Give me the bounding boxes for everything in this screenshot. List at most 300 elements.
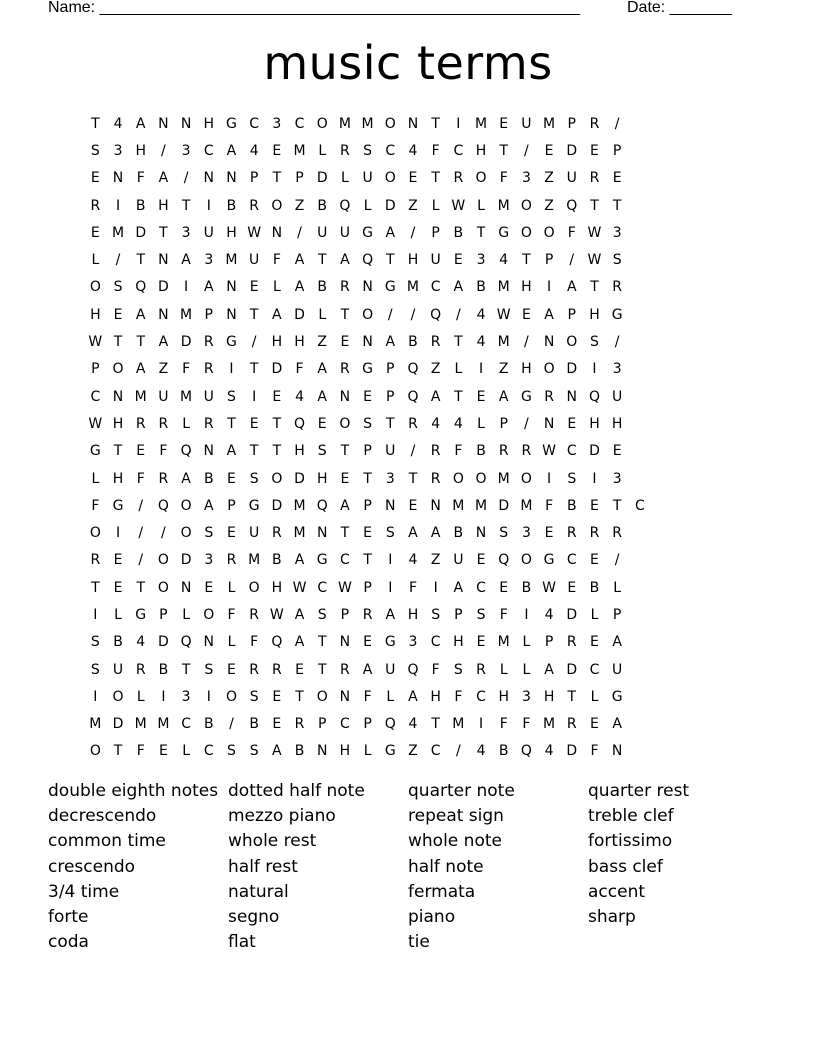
grid-letter: N [316, 525, 328, 542]
grid-letter: W [88, 334, 103, 351]
grid-letter: Z [544, 170, 554, 187]
grid-letter: Q [316, 497, 328, 514]
grid-letter: R [408, 415, 418, 432]
word-list-item: 3/4 time [48, 881, 120, 902]
grid-letter: Q [180, 443, 192, 460]
grid-letter: C [453, 142, 464, 159]
grid-letter: L [318, 142, 327, 159]
word-list-item: fermata [408, 881, 476, 902]
grid-letter: A [158, 170, 169, 187]
grid-letter: H [112, 470, 124, 487]
grid-letter: Q [407, 388, 419, 405]
grid-letter: 4 [249, 142, 259, 159]
grid-letter: T [272, 443, 282, 460]
grid-letter: Q [157, 497, 169, 514]
grid-letter: P [363, 716, 372, 733]
grid-letter: B [158, 661, 169, 678]
grid-letter: O [339, 415, 351, 432]
grid-letter: A [544, 306, 554, 323]
grid-letter: H [112, 415, 124, 432]
grid-letter: G [384, 279, 396, 296]
grid-letter: Z [294, 197, 305, 214]
grid-letter: W [88, 415, 103, 432]
grid-letter: M [338, 115, 351, 132]
grid-letter: H [498, 688, 509, 705]
grid-letter: Q [407, 361, 419, 378]
grid-letter: T [386, 252, 395, 269]
grid-letter: U [339, 224, 351, 241]
grid-letter: E [272, 142, 282, 159]
grid-letter: F [408, 579, 417, 596]
grid-letter: T [227, 415, 236, 432]
grid-letter: E [590, 634, 599, 651]
grid-letter: Q [430, 306, 442, 323]
grid-letter: O [271, 197, 283, 214]
grid-letter: C [476, 688, 486, 705]
grid-letter: Q [566, 197, 578, 214]
grid-letter: R [271, 661, 282, 678]
grid-letter: O [543, 224, 555, 241]
grid-letter: I [433, 579, 438, 596]
grid-letter: L [91, 252, 100, 269]
grid-letter: / [524, 334, 529, 351]
grid-letter: T [408, 470, 418, 487]
grid-letter: N [203, 443, 215, 460]
grid-letter: N [543, 415, 555, 432]
grid-letter: 3 [408, 634, 418, 651]
grid-letter: P [340, 606, 350, 623]
grid-letter: R [203, 415, 214, 432]
grid-letter: S [227, 388, 236, 405]
grid-letter: N [430, 497, 441, 514]
grid-letter: M [180, 306, 193, 323]
grid-letter: D [180, 552, 192, 569]
grid-letter: U [612, 388, 623, 405]
grid-letter: N [203, 634, 215, 651]
grid-letter: R [589, 115, 600, 132]
grid-letter: M [452, 497, 465, 514]
grid-row [84, 438, 651, 465]
grid-letter: H [521, 361, 532, 378]
grid-letter: E [521, 306, 531, 323]
grid-letter: T [590, 197, 599, 214]
grid-letter: A [340, 497, 350, 514]
grid-letter: L [477, 415, 485, 432]
word-column [588, 779, 768, 930]
grid-letter: D [112, 716, 124, 733]
grid-letter: E [295, 661, 304, 678]
grid-letter: T [113, 743, 123, 760]
grid-letter: T [363, 470, 372, 487]
word-list-item: sharp [588, 906, 636, 927]
grid-letter: A [566, 279, 577, 296]
word-list-item: mezzo piano [228, 806, 336, 827]
grid-letter: 3 [204, 252, 214, 269]
grid-letter: S [567, 470, 577, 487]
grid-letter: 3 [521, 688, 531, 705]
grid-letter: R [90, 197, 101, 214]
grid-letter: E [227, 661, 236, 678]
grid-letter: F [159, 443, 168, 460]
grid-letter: T [522, 252, 531, 269]
grid-row [84, 274, 651, 301]
grid-letter: U [385, 661, 396, 678]
grid-letter: R [453, 170, 464, 187]
grid-letter: 3 [181, 688, 191, 705]
word-list-item: repeat sign [408, 806, 504, 827]
grid-letter: M [497, 334, 510, 351]
grid-letter: A [498, 388, 509, 405]
grid-letter: H [271, 334, 283, 351]
grid-letter: C [181, 716, 191, 733]
grid-letter: E [272, 388, 282, 405]
grid-letter: / [410, 306, 416, 323]
grid-letter: D [135, 224, 147, 241]
grid-letter: R [340, 361, 350, 378]
grid-letter: 3 [521, 170, 531, 187]
grid-letter: U [249, 525, 260, 542]
grid-letter: W [542, 443, 557, 460]
grid-letter: T [476, 224, 486, 241]
grid-letter: H [543, 688, 555, 705]
grid-letter: 4 [408, 142, 418, 159]
grid-letter: G [611, 688, 623, 705]
grid-letter: B [272, 552, 282, 569]
grid-letter: A [294, 634, 305, 651]
grid-letter: O [203, 606, 215, 623]
grid-letter: 3 [476, 252, 486, 269]
grid-letter: Z [158, 361, 169, 378]
grid-letter: T [363, 552, 372, 569]
grid-letter: T [136, 579, 145, 596]
grid-row [84, 656, 651, 683]
grid-letter: A [226, 443, 237, 460]
grid-letter: A [385, 334, 396, 351]
grid-row [84, 356, 651, 383]
grid-letter: L [136, 688, 145, 705]
grid-letter: / [569, 252, 575, 269]
grid-letter: 4 [431, 415, 441, 432]
grid-row [84, 492, 651, 519]
grid-letter: H [339, 743, 351, 760]
grid-letter: N [407, 115, 419, 132]
grid-letter: Z [317, 334, 328, 351]
grid-letter: O [180, 525, 192, 542]
grid-letter: E [136, 443, 146, 460]
grid-letter: W [292, 579, 307, 596]
grid-letter: Z [430, 361, 441, 378]
grid-letter: P [567, 306, 576, 323]
grid-letter: E [113, 579, 123, 596]
grid-letter: N [543, 334, 555, 351]
grid-letter: H [90, 306, 101, 323]
grid-letter: H [589, 415, 600, 432]
grid-letter: B [317, 197, 328, 214]
grid-letter: O [452, 470, 464, 487]
grid-letter: T [159, 224, 168, 241]
word-column [228, 779, 408, 955]
grid-letter: S [249, 688, 259, 705]
grid-letter: F [590, 743, 599, 760]
grid-letter: R [340, 661, 350, 678]
grid-letter: T [612, 197, 622, 214]
grid-letter: L [386, 688, 395, 705]
grid-letter: A [453, 579, 464, 596]
grid-letter: T [386, 415, 395, 432]
grid-letter: I [547, 470, 552, 487]
grid-letter: C [317, 579, 328, 596]
grid-letter: 3 [113, 142, 123, 159]
grid-letter: Z [430, 552, 441, 569]
grid-letter: S [590, 334, 599, 351]
grid-letter: D [316, 170, 328, 187]
name-field[interactable]: Name: ______________________________________________________ [48, 0, 581, 16]
grid-letter: A [430, 525, 441, 542]
grid-letter: / [524, 142, 529, 159]
grid-letter: E [113, 552, 123, 569]
grid-letter: F [136, 470, 145, 487]
grid-letter: O [316, 115, 328, 132]
grid-letter: Q [407, 661, 419, 678]
grid-letter: A [203, 497, 214, 514]
grid-letter: E [363, 388, 373, 405]
grid-letter: D [294, 470, 305, 487]
grid-letter: B [566, 497, 577, 514]
date-field[interactable]: Date: _______ [627, 0, 732, 16]
grid-letter: R [612, 279, 623, 296]
grid-letter: / [115, 252, 121, 269]
word-list-item: segno [228, 906, 280, 927]
word-list-item: common time [48, 831, 166, 852]
grid-letter: C [203, 743, 214, 760]
grid-letter: M [452, 716, 465, 733]
grid-letter: G [112, 497, 124, 514]
grid-letter: E [363, 525, 373, 542]
grid-letter: 3 [181, 142, 191, 159]
grid-letter: O [384, 170, 396, 187]
grid-letter: I [592, 361, 597, 378]
grid-letter: E [567, 415, 577, 432]
grid-letter: F [295, 361, 304, 378]
grid-letter: N [226, 170, 237, 187]
grid-letter: H [316, 470, 328, 487]
grid-letter: / [410, 443, 416, 460]
grid-letter: L [227, 634, 236, 651]
grid-row [84, 246, 651, 273]
grid-letter: R [249, 606, 260, 623]
grid-letter: F [182, 361, 191, 378]
grid-letter: H [203, 115, 215, 132]
grid-letter: E [544, 142, 554, 159]
grid-letter: / [183, 170, 189, 187]
grid-letter: / [138, 525, 144, 542]
grid-letter: C [634, 497, 645, 514]
grid-letter: M [180, 388, 193, 405]
grid-letter: H [294, 443, 305, 460]
grid-letter: R [158, 470, 169, 487]
grid-letter: T [249, 443, 259, 460]
grid-letter: L [363, 197, 372, 214]
grid-letter: B [113, 634, 123, 651]
grid-letter: A [362, 661, 373, 678]
grid-letter: / [161, 525, 166, 542]
grid-letter: U [158, 388, 169, 405]
grid-letter: G [611, 306, 623, 323]
grid-letter: 3 [272, 115, 282, 132]
grid-letter: T [340, 443, 350, 460]
grid-letter: R [430, 334, 441, 351]
grid-letter: N [339, 388, 351, 405]
grid-letter: G [89, 443, 101, 460]
grid-letter: F [227, 606, 236, 623]
grid-letter: S [204, 525, 214, 542]
grid-letter: F [454, 688, 463, 705]
word-list-item: crescendo [48, 856, 136, 877]
grid-letter: A [181, 252, 191, 269]
grid-letter: R [566, 525, 577, 542]
grid-letter: E [453, 252, 463, 269]
grid-letter: O [89, 525, 101, 542]
grid-letter: F [272, 252, 281, 269]
grid-letter: G [384, 634, 396, 651]
grid-letter: E [499, 115, 509, 132]
grid-letter: T [181, 661, 191, 678]
grid-letter: S [499, 525, 509, 542]
grid-letter: M [474, 497, 488, 514]
grid-letter: T [249, 306, 259, 323]
word-list-item: treble clef [588, 806, 674, 827]
grid-letter: E [499, 579, 509, 596]
grid-letter: C [340, 716, 350, 733]
grid-letter: Q [180, 634, 192, 651]
grid-letter: N [226, 306, 237, 323]
grid-letter: S [204, 661, 214, 678]
grid-letter: / [455, 306, 461, 323]
grid-letter: O [566, 334, 578, 351]
grid-letter: H [521, 279, 532, 296]
grid-letter: T [113, 443, 123, 460]
grid-letter: I [478, 716, 484, 733]
grid-letter: S [317, 443, 327, 460]
grid-letter: O [89, 743, 101, 760]
grid-letter: R [203, 334, 214, 351]
grid-letter: P [567, 115, 576, 132]
grid-letter: I [206, 197, 211, 214]
grid-letter: E [90, 224, 100, 241]
grid-letter: U [566, 170, 577, 187]
grid-letter: Z [544, 197, 554, 214]
grid-letter: H [430, 688, 441, 705]
grid-row [84, 165, 651, 192]
grid-letter: / [455, 743, 461, 760]
grid-letter: E [476, 634, 486, 651]
grid-letter: C [203, 142, 214, 159]
word-list-item: forte [48, 906, 89, 927]
grid-letter: 3 [204, 552, 214, 569]
grid-letter: G [362, 361, 374, 378]
grid-letter: S [431, 606, 441, 623]
grid-letter: Q [271, 634, 283, 651]
grid-letter: C [294, 115, 305, 132]
grid-letter: B [408, 334, 418, 351]
grid-letter: P [317, 716, 327, 733]
grid-letter: 4 [476, 306, 486, 323]
grid-letter: L [341, 170, 349, 187]
grid-letter: Q [498, 552, 510, 569]
grid-letter: M [543, 716, 556, 733]
letter-grid [84, 110, 651, 765]
grid-letter: N [180, 579, 192, 596]
grid-letter: H [135, 142, 146, 159]
grid-letter: 4 [136, 634, 146, 651]
grid-letter: U [112, 661, 124, 678]
grid-letter: F [454, 443, 463, 460]
grid-letter: M [406, 279, 420, 296]
grid-letter: O [248, 579, 260, 596]
grid-letter: 3 [181, 224, 191, 241]
grid-letter: A [408, 525, 418, 542]
grid-letter: T [317, 661, 327, 678]
grid-row [84, 574, 651, 601]
grid-letter: G [543, 552, 555, 569]
grid-letter: R [249, 661, 260, 678]
grid-letter: Q [588, 388, 600, 405]
grid-letter: W [542, 579, 557, 596]
grid-letter: O [520, 224, 532, 241]
word-list-item: half rest [228, 856, 298, 877]
grid-letter: I [93, 606, 98, 623]
grid-letter: P [386, 361, 395, 378]
grid-letter: T [181, 197, 191, 214]
grid-letter: I [478, 361, 484, 378]
grid-letter: E [612, 443, 622, 460]
grid-letter: E [249, 415, 259, 432]
grid-letter: S [453, 661, 463, 678]
grid-letter: P [499, 415, 508, 432]
grid-letter: N [271, 224, 283, 241]
grid-letter: P [363, 443, 372, 460]
grid-letter: E [476, 388, 486, 405]
grid-letter: E [272, 688, 282, 705]
grid-letter: A [135, 306, 146, 323]
grid-letter: A [408, 688, 418, 705]
grid-letter: O [520, 470, 532, 487]
grid-letter: E [272, 716, 282, 733]
grid-row [84, 219, 651, 246]
grid-letter: B [476, 443, 486, 460]
grid-letter: / [410, 224, 416, 241]
grid-letter: T [590, 279, 599, 296]
grid-letter: E [612, 170, 622, 187]
grid-row [84, 410, 651, 437]
grid-letter: N [316, 743, 328, 760]
grid-letter: L [318, 306, 327, 323]
grid-letter: G [226, 115, 237, 132]
grid-letter: U [430, 252, 441, 269]
grid-letter: / [251, 334, 257, 351]
grid-letter: R [249, 197, 260, 214]
grid-letter: N [158, 306, 169, 323]
grid-letter: P [159, 606, 168, 623]
grid-letter: R [135, 661, 146, 678]
grid-letter: S [476, 606, 486, 623]
grid-letter: L [522, 661, 531, 678]
word-list-item: decrescendo [48, 806, 157, 827]
grid-letter: / [524, 415, 529, 432]
word-list-item: tie [408, 932, 430, 953]
grid-letter: N [112, 170, 124, 187]
grid-letter: L [227, 579, 236, 596]
